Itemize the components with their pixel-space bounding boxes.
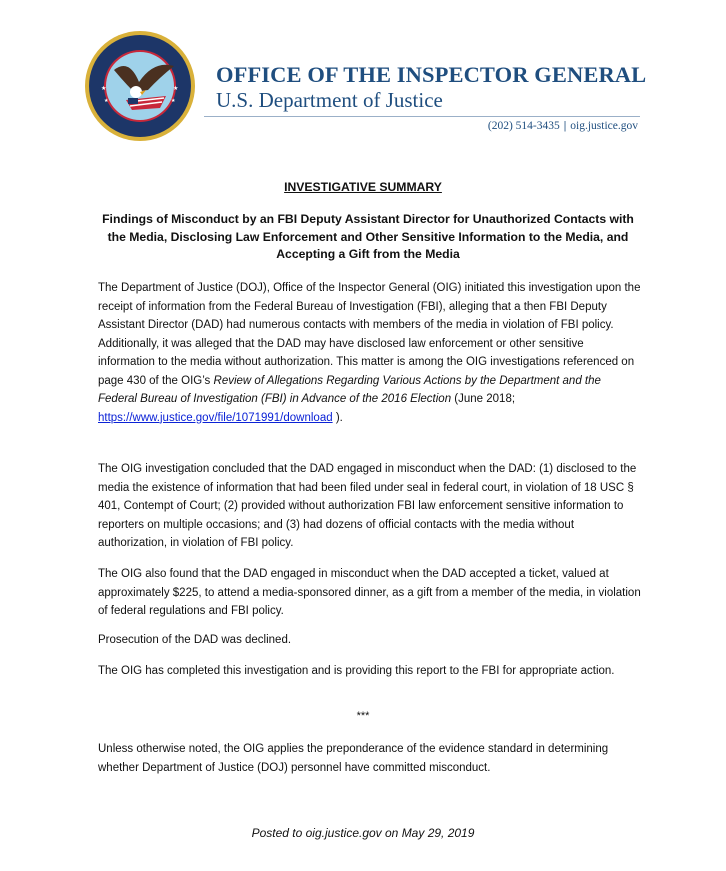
header-divider [204, 116, 640, 117]
agency-subtitle: U.S. Department of Justice [216, 88, 443, 112]
document-title: Findings of Misconduct by an FBI Deputy Assistant Director for Unauthorized Contacts with the Media, Disclosing Law Enforcement and Other Sensitive Information to the Media, and Accepting a Gift from the Media [102, 212, 634, 261]
intro-text-mid: (June 2018; [451, 393, 516, 405]
paragraph-intro [98, 279, 643, 427]
svg-text:★: ★ [171, 98, 176, 104]
paragraph-gift: The OIG also found that the DAD engaged in misconduct when the DAD accepted a ticket, valued at approximately $225, to attend a media-sponsored dinner, as a gift from a member of the media, in violation of federal regulations and FBI policy. [98, 568, 641, 617]
document-label: INVESTIGATIVE SUMMARY [284, 180, 442, 194]
svg-text:★: ★ [173, 85, 179, 92]
website-link[interactable]: oig.justice.gov [570, 120, 638, 132]
svg-text:★: ★ [101, 85, 107, 92]
section-separator: *** [356, 710, 370, 722]
paragraph-findings: The OIG investigation concluded that the DAD engaged in misconduct when the DAD: (1) disclosed to the media the existence of information that had been filed under seal in federal court, in violation of 18 USC § 401, Contempt of Court; (2) provided without authorization FBI law enforcement sensitive information to reporters on multiple occasions; and (3) had dozens of official contacts with the media without authorization, in violation of FBI policy. [98, 463, 637, 549]
paragraph-standard: Unless otherwise noted, the OIG applies the preponderance of the evidence standard in determining whether Department of Justice (DOJ) personnel have committed misconduct. [98, 743, 609, 774]
doj-oig-seal [84, 30, 196, 142]
seal-emblem-icon [84, 30, 196, 142]
paragraph-prosecution: Prosecution of the DAD was declined. [98, 634, 292, 646]
contact-separator: | [563, 120, 567, 132]
agency-title: OFFICE OF THE INSPECTOR GENERAL [216, 62, 647, 87]
posted-date: Posted to oig.justice.gov on May 29, 2019 [251, 826, 475, 840]
report-title-italic: Review of Allegations Regarding Various Actions by the Department and the Federal Bureau of Investigation (FBI) in Advance of the 2016 Election [98, 374, 601, 405]
intro-text: The Department of Justice (DOJ), Office of the Inspector General (OIG) initiated this investigation upon the receipt of information from the Federal Bureau of Investigation (FBI), alleging that a then FBI Deputy Assistant Director (DAD) had numerous contacts with members of the media in violation of FBI policy. Additionally, it was alleged that the DAD may have disclosed law enforcement or other sensitive information to the media without authorization. This matter is among the OIG investigations referenced on page 430 of the OIG’s [98, 282, 641, 387]
phone-number: (202) 514-3435 [487, 120, 560, 132]
header-contact [488, 120, 638, 132]
report-download-link[interactable]: https://www.justice.gov/file/1071991/download [98, 411, 333, 424]
intro-text-end: ). [332, 411, 343, 424]
paragraph-completion: The OIG has completed this investigation and is providing this report to the FBI for appropriate action. [98, 665, 615, 677]
svg-text:★: ★ [104, 98, 109, 104]
